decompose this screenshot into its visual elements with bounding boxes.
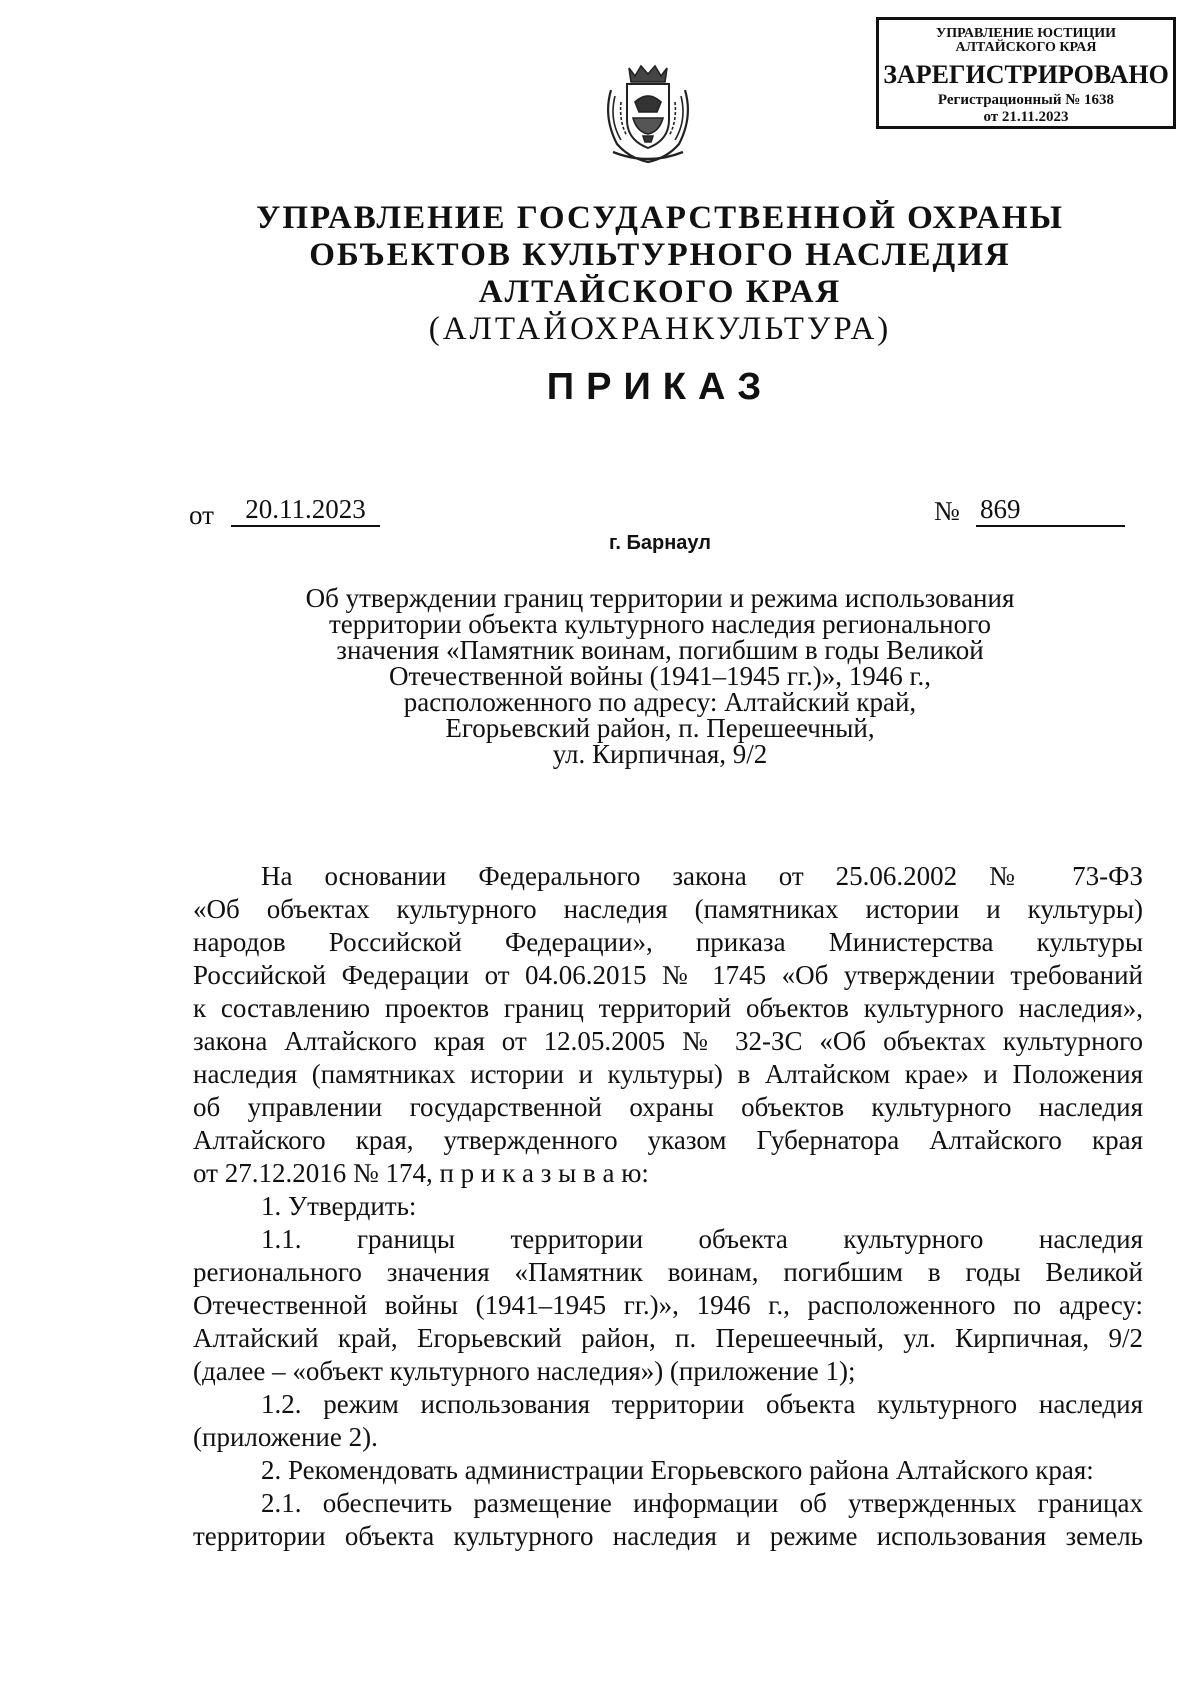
subject-line: Об утверждении границ территории и режима использования	[305, 583, 1015, 613]
body-line: 2. Рекомендовать администрации Егорьевского района Алтайского края:	[261, 1455, 1094, 1485]
stamp-authority-line1: УПРАВЛЕНИЕ ЮСТИЦИИ	[936, 26, 1116, 41]
subject-line: ул. Кирпичная, 9/2	[552, 739, 768, 769]
org-short-name: (АЛТАЙОХРАНКУЛЬТУРА)	[428, 311, 892, 347]
body-line: 1.2. режим использования территории объекта культурного наследия	[261, 1389, 1143, 1419]
document-subject	[220, 585, 1100, 767]
body-line: На основании Федерального закона от 25.06.2002 № 73-ФЗ	[261, 861, 1143, 891]
body-line: территории объекта культурного наследия и режиме использования земель	[193, 1521, 1143, 1551]
body-line: Отечественной войны (1941–1945 гг.)», 1946 г., расположенного по адресу:	[193, 1290, 1143, 1320]
org-name-line1: УПРАВЛЕНИЕ ГОСУДАРСТВЕННОЙ ОХРАНЫ	[256, 200, 1064, 236]
body-line: «Об объектах культурного наследия (памятниках истории и культуры)	[193, 894, 1143, 924]
body-line: наследия (памятниках истории и культуры) в Алтайском крае» и Положения	[193, 1059, 1143, 1089]
body-line: (далее – «объект культурного наследия») (приложение 1);	[193, 1356, 856, 1386]
issuing-authority	[0, 200, 1200, 348]
body-line: 1. Утвердить:	[261, 1191, 417, 1221]
body-line: Алтайский край, Егорьевский район, п. Перешеечный, ул. Кирпичная, 9/2	[193, 1323, 1143, 1353]
body-line: от 27.12.2016 № 174, п р и к а з ы в а ю:	[193, 1158, 649, 1188]
body-line: к составлению проектов границ территорий объектов культурного наследия»,	[193, 993, 1143, 1023]
document-body	[193, 860, 1143, 1553]
org-name-line3: АЛТАЙСКОГО КРАЯ	[478, 274, 842, 310]
subject-line: значения «Памятник воинам, погибшим в годы Великой	[336, 635, 984, 665]
body-line: (приложение 2).	[193, 1422, 378, 1452]
document-type-title: ПРИКАЗ	[546, 366, 774, 408]
subject-line: расположенного по адресу: Алтайский край,	[403, 687, 917, 717]
number-label: №	[934, 496, 960, 526]
body-line: закона Алтайского края от 12.05.2005 № 32-ЗС «Об объектах культурного	[193, 1026, 1143, 1056]
document-number: 869	[976, 494, 1125, 527]
altai-coat-of-arms-icon	[599, 62, 697, 164]
subject-line: Егорьевский район, п. Перешеечный,	[445, 713, 875, 743]
body-line: народов Российской Федерации», приказа Министерства культуры	[193, 927, 1143, 957]
body-line: Российской Федерации от 04.06.2015 № 1745 «Об утверждении требований	[193, 960, 1143, 990]
stamp-reg-number: Регистрационный № 1638	[937, 92, 1115, 108]
document-date: 20.11.2023	[231, 494, 380, 527]
stamp-status: ЗАРЕГИСТРИРОВАНО	[883, 60, 1169, 89]
body-line: 2.1. обеспечить размещение информации об утвержденных границах	[261, 1488, 1143, 1518]
registration-stamp	[876, 17, 1176, 129]
body-line: 1.1. границы территории объекта культурного наследия	[261, 1224, 1143, 1254]
body-line: регионального значения «Памятник воинам, погибшим в годы Великой	[193, 1257, 1143, 1287]
stamp-reg-date: от 21.11.2023	[983, 109, 1069, 125]
org-name-line2: ОБЪЕКТОВ КУЛЬТУРНОГО НАСЛЕДИЯ	[309, 237, 1011, 273]
subject-line: территории объекта культурного наследия регионального	[328, 609, 991, 639]
body-line: Алтайского края, утвержденного указом Губернатора Алтайского края	[193, 1125, 1143, 1155]
date-label: от	[189, 500, 214, 530]
subject-line: Отечественной войны (1941–1945 гг.)», 1946 г.,	[388, 661, 932, 691]
body-line: об управлении государственной охраны объектов культурного наследия	[193, 1092, 1143, 1122]
stamp-authority-line2: АЛТАЙСКОГО КРАЯ	[955, 40, 1097, 55]
issue-city: г. Барнаул	[609, 532, 711, 554]
